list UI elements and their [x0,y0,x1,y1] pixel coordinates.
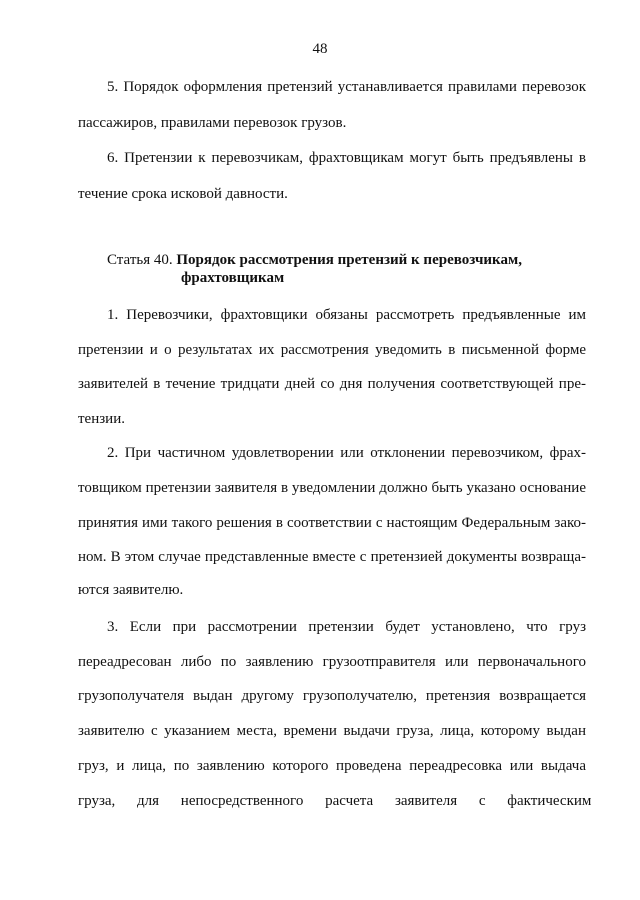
article-heading [107,250,522,270]
article-paragraph-2-line-3: принятия ими такого решения в соответствии с настоящим Федеральным зако- [78,515,586,531]
article-paragraph-3-line-2: переадресован либо по заявлению грузоотправителя или первоначального [78,654,586,670]
paragraph-6-line-1: 6. Претензии к перевозчикам, фрахтовщикам могут быть предъявлены в [107,150,586,166]
article-paragraph-2-line-1: 2. При частичном удовлетворении или отклонении перевозчиком, фрах- [107,445,586,461]
article-title-line-2: фрахтовщикам [181,270,285,286]
article-paragraph-2-line-2: товщиком претензии заявителя в уведомлении должно быть указано основание [78,480,586,496]
article-paragraph-1-line-3: заявителей в течение тридцати дней со дня получения соответствующей пре- [78,376,586,392]
article-paragraph-3-line-6: груза, для непосредственного расчета заявителя с фактическим [78,793,592,809]
article-paragraph-3-line-1: 3. Если при рассмотрении претензии будет установлено, что груз [107,619,586,635]
page-number: 48 [312,41,328,57]
article-paragraph-1-line-1: 1. Перевозчики, фрахтовщики обязаны рассмотреть предъявленные им [107,307,586,323]
article-paragraph-3-line-4: заявителю с указанием места, времени выдачи груза, лица, которому выдан [78,723,586,739]
article-paragraph-1-line-4: тензии. [78,411,125,427]
article-title-line-1: Порядок рассмотрения претензий к перевозчикам, [176,252,522,268]
article-paragraph-3-line-5: груз, и лица, по заявлению которого проведена переадресовка или выдача [78,758,586,774]
paragraph-5-line-1: 5. Порядок оформления претензий устанавливается правилами перевозок [107,79,586,95]
article-paragraph-3-line-3: грузополучателя выдан другому грузополучателю, претензия возвращается [78,688,586,704]
paragraph-5-line-2: пассажиров, правилами перевозок грузов. [78,115,347,131]
article-paragraph-2-line-5: ются заявителю. [78,582,184,598]
article-paragraph-1-line-2: претензии и о результатах их рассмотрения уведомить в письменной форме [78,342,586,358]
article-prefix: Статья 40. [107,252,173,268]
article-paragraph-2-line-4: ном. В этом случае представленные вместе с претензией документы возвраща- [78,549,586,565]
paragraph-6-line-2: течение срока исковой давности. [78,186,288,202]
